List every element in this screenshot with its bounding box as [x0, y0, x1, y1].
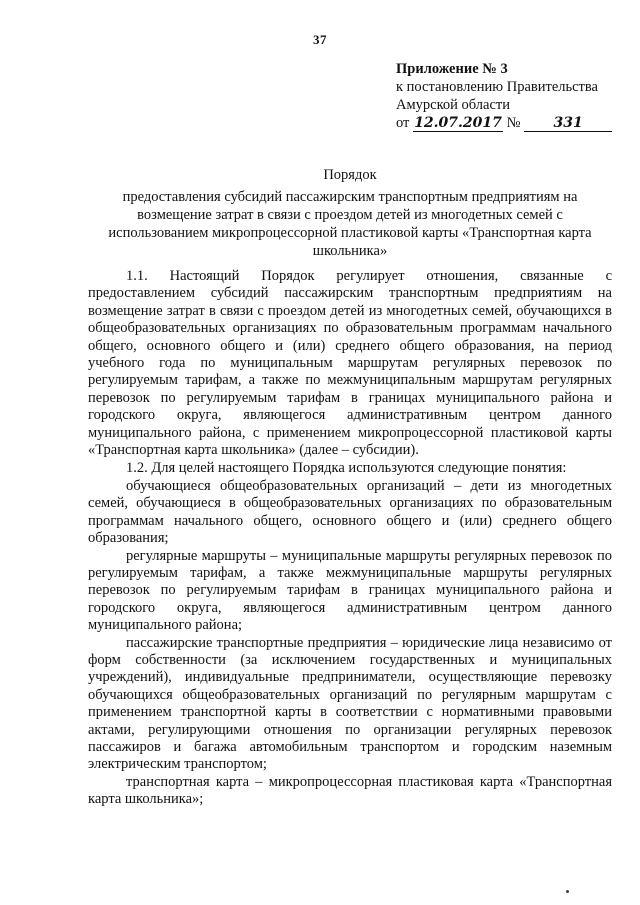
- heading-subtitle: предоставления субсидий пассажирским транспортным предприятиям на возмещение затрат в связи с проездом детей из многодетных семей с использованием микропроцессорной пластиковой карты «Транспортная карта школьника»: [108, 189, 592, 259]
- definition-transport-card: транспортная карта – микропроцессорная пластиковая карта «Транспортная карта школьника»;: [88, 773, 612, 808]
- page-number: 37: [313, 32, 327, 47]
- document-body: [88, 268, 612, 809]
- number-prefix: №: [506, 115, 521, 131]
- date-prefix: от: [396, 115, 410, 131]
- appendix-line-2: Амурской области: [396, 97, 510, 113]
- definition-students: обучающиеся общеобразовательных организаций – дети из многодетных семей, обучающиеся в общеобразовательных организациях по образовательным программам начального общего, основного общего и (или) среднего общего образования;: [88, 477, 612, 547]
- document-heading: [86, 166, 614, 260]
- scan-speck: [566, 890, 569, 893]
- definition-transport-companies: пассажирские транспортные предприятия – юридические лица независимо от форм собственности (за исключением государственных и муниципальных учреждений), индивидуальные предприниматели, осуществляющие перевозку обучающихся общеобразовательных организаций по регулярным маршрутам с применением транспортной карты в соответствии с нормативными правовыми актами, регулирующими отношения по организации регулярных перевозок пассажиров и багажа автомобильным транспортом и городским наземным электрическим транспортом;: [88, 634, 612, 773]
- appendix-title: Приложение № 3: [396, 61, 508, 77]
- heading-title: Порядок: [323, 167, 377, 183]
- definition-routes: регулярные маршруты – муниципальные маршруты регулярных перевозок по регулируемым тарифам, а также межмуниципальные маршруты регулярных перевозок по регулируемым тарифам в границах муниципального района и городского округа, являющегося административным центром данного муниципального района;: [88, 547, 612, 634]
- appendix-block: [396, 60, 616, 132]
- handwritten-number: 331: [524, 115, 612, 132]
- handwritten-date: 12.07.2017: [414, 115, 502, 131]
- paragraph-1-1: 1.1. Настоящий Порядок регулирует отношения, связанные с предоставлением субсидий пассажирским транспортным предприятиям на возмещение затрат в связи с проездом детей из многодетных семей, обучающихся в общеобразовательных организациях по образовательным программам начального общего, основного общего и (или) среднего общего образования, на период учебного года по муниципальным маршрутам регулярных перевозок по регулируемым тарифам, а также по межмуниципальным маршрутам регулярных перевозок по регулируемым тарифам в границах муниципального района и городского округа, являющегося административным центром данного муниципального района, с применением микропроцессорной пластиковой карты «Транспортная карта школьника» (далее – субсидии).: [88, 268, 612, 459]
- paragraph-1-2: 1.2. Для целей настоящего Порядка используются следующие понятия:: [126, 460, 567, 477]
- appendix-line-1: к постановлению Правительства: [396, 79, 598, 95]
- appendix-date-line: [396, 114, 616, 132]
